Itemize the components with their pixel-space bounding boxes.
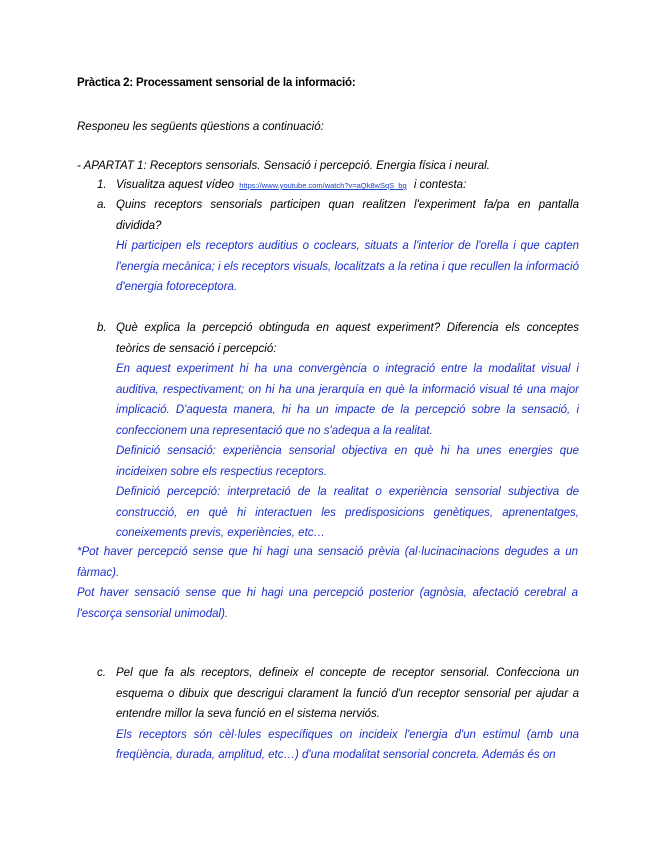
item-a-answer: Hi participen els receptors auditius o coclears, situats a l'interior de l'orella i que capten l'energia mecànica; i els receptors visuals, localitzats a la retina i que recullen la informació d'energia fotoreceptora. <box>116 240 579 293</box>
intro-text: Responeu les següents qüestions a continuació: <box>77 121 324 133</box>
item-a-marker: a. <box>97 199 107 211</box>
item-b-answer-3: Definició percepció: interpretació de la realitat o experiència sensorial subjectiva de construcció, en què hi interactuen les predisposicions genètiques, aprenentatges, coneixements previs, experiències, etc… <box>116 486 579 539</box>
item-a-question: Quins receptors sensorials participen quan realitzen l'experiment fa/pa en pantalla dividida? <box>116 199 579 232</box>
item-b-answer-1: En aquest experiment hi ha una convergència o integració entre la modalitat visual i auditiva, respectivament; on hi ha una jerarquía en què la informació visual té una major implicació. D'aquesta manera, hi ha un impacte de la percepció sobre la sensació, i confeccionem una representació que no s'adequa a la realitat. <box>116 363 579 437</box>
question-1-tail: i contesta: <box>413 179 467 191</box>
item-c-question: Pel que fa als receptors, defineix el concepte de receptor sensorial. Confecciona un esquema o dibuix que descrigui clarament la funció d'un receptor sensorial per ajudar a entendre millor la seva funció en el sistema nerviós. <box>116 667 579 720</box>
item-a <box>97 195 579 298</box>
note-line-1: *Pot haver percepció sense que hi hagi una sensació prèvia (al·lucinacinacions degudes a un fàrmac). <box>77 546 578 579</box>
question-1 <box>97 179 466 191</box>
item-b <box>97 318 579 544</box>
note-block <box>77 542 578 624</box>
video-link[interactable]: https://www.youtube.com/watch?v=aQk8wSqS_bg <box>239 181 407 190</box>
item-b-question: Què explica la percepció obtinguda en aquest experiment? Diferencia els conceptes teòrics de sensació i percepció: <box>116 322 579 355</box>
section-heading: - APARTAT 1: Receptors sensorials. Sensació i percepció. Energia física i neural. <box>77 160 490 172</box>
item-c <box>97 663 579 766</box>
document-title: Pràctica 2: Processament sensorial de la informació: <box>77 77 356 89</box>
item-b-answer-2: Definició sensació: experiència sensorial objectiva en què hi ha unes energies que incideixen sobre els respectius receptors. <box>116 445 579 478</box>
question-1-text: Visualitza aquest vídeo <box>116 179 235 191</box>
item-c-answer: Els receptors són cèl·lules específiques on incideix l'energia d'un estímul (amb una freqüència, durada, amplitud, etc…) d'una modalitat sensorial concreta. Además és on <box>116 728 579 761</box>
note-line-2: Pot haver sensació sense que hi hagi una percepció posterior (agnòsia, afectació cerebral a l'escorça sensorial unimodal). <box>77 587 578 620</box>
question-1-number: 1. <box>97 179 107 191</box>
item-b-marker: b. <box>97 322 107 334</box>
item-c-marker: c. <box>97 667 106 679</box>
